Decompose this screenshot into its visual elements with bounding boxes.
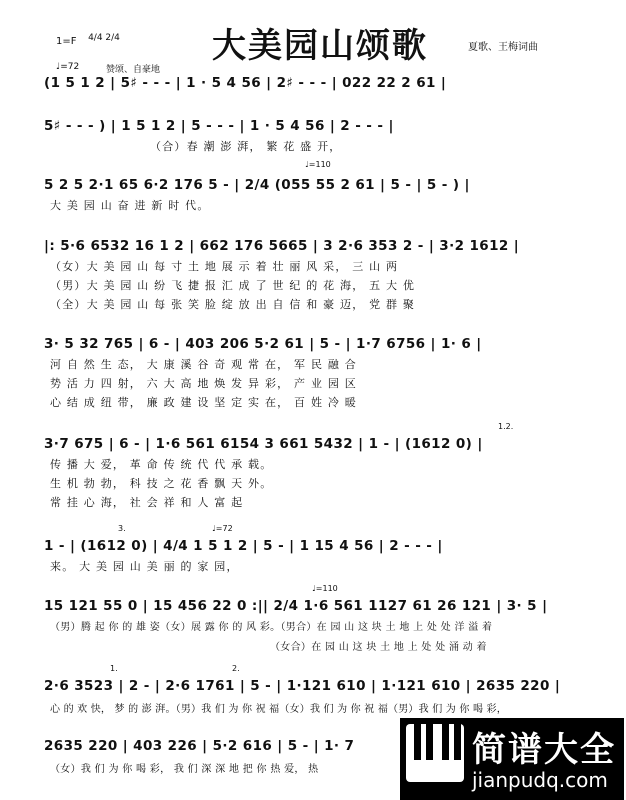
lyric-line-9: 传 播 大 爱， 革 命 传 统 代 代 承 载。: [50, 458, 273, 471]
lyric-line-7: 势 活 力 四 射， 六 大 高 地 焕 发 异 彩， 产 业 园 区: [50, 377, 357, 390]
score-line-7: 1 - | (1612 0) | 4/4 1 5 1 2 | 5 - | 1 15 4 56 | 2 - - - |: [44, 538, 443, 554]
lyric-line-1: （合）春 潮 澎 湃， 繁 花 盛 开，: [150, 140, 342, 153]
watermark-url: jianpudq.com: [472, 768, 608, 792]
lyric-line-10: 生 机 勃 勃， 科 技 之 花 香 飘 天 外。: [50, 477, 273, 490]
volta-2: 2.: [232, 664, 240, 673]
lyric-line-3: （女）大 美 园 山 每 寸 土 地 展 示 着 壮 丽 风 采， 三 山 两: [50, 260, 399, 273]
lyric-line-11: 常 挂 心 海， 社 会 祥 和 人 富 起: [50, 496, 244, 509]
lyric-line-8: 心 结 成 纽 带， 廉 政 建 设 坚 定 实 在， 百 姓 冷 暖: [50, 396, 357, 409]
score-line-2: 5♯ - - - ) | 1 5 1 2 | 5 - - - | 1 · 5 4 56 | 2 - - - |: [44, 118, 394, 134]
tempo-change-110: ♩=110: [305, 160, 331, 169]
lyric-line-4: （男）大 美 园 山 纷 飞 捷 报 汇 成 了 世 纪 的 花 海， 五 大 优: [50, 279, 416, 292]
performance-direction: 赞颂、自豪地: [106, 65, 161, 75]
tempo-change-110-b: ♩=110: [312, 584, 338, 593]
piano-icon: [406, 724, 464, 782]
watermark-name: 简谱大全: [472, 730, 616, 770]
song-title: 大美园山颂歌: [212, 26, 428, 66]
lyric-line-5: （全）大 美 园 山 每 张 笑 脸 绽 放 出 自 信 和 豪 迈， 党 群 聚: [50, 298, 416, 311]
score-line-6: 3·7 675 | 6 - | 1·6 561 6154 3 661 5432 | 1 - | (1612 0) |: [44, 436, 483, 452]
score-line-8: 15 121 55 0 | 15 456 22 0 :|| 2/4 1·6 561 1127 61 26 121 | 3· 5 |: [44, 598, 548, 614]
volta-1: 1.: [110, 664, 118, 673]
lyric-line-12: 来。 大 美 园 山 美 丽 的 家 园，: [50, 560, 239, 573]
lyric-line-6: 河 自 然 生 态， 大 康 溪 谷 奇 观 常 在， 军 民 融 合: [50, 358, 357, 371]
tempo-change-72: ♩=72: [212, 524, 233, 533]
key-signature: 1=F: [56, 36, 77, 47]
tempo-marking: ♩=72: [56, 62, 80, 72]
lyric-line-2: 大 美 园 山 奋 进 新 时 代。: [50, 199, 210, 212]
volta-3: 3.: [118, 524, 126, 533]
score-line-10: 2635 220 | 403 226 | 5·2 616 | 5 - | 1· 7: [44, 738, 355, 754]
time-signature: 4/4 2/4: [88, 33, 120, 43]
lyric-line-15: 心 的 欢 快， 梦 的 澎 湃。（男）我 们 为 你 祝 福（女）我 们 为 你 祝 福（男）我 们 为 你 喝 彩，: [50, 704, 507, 715]
score-line-3: 5 2 5 2·1 65 6·2 176 5 - | 2/4 (055 55 2 61 | 5 - | 5 - ) |: [44, 177, 470, 193]
authors-credit: 夏歌、王梅词曲: [468, 42, 538, 53]
watermark-logo: [400, 718, 624, 800]
score-line-1: (1 5 1 2 | 5♯ - - - | 1 · 5 4 56 | 2♯ - - - | 022 22 2 61 |: [44, 75, 447, 91]
lyric-line-13: （男）腾 起 你 的 雄 姿（女）展 露 你 的 风 彩。（男合）在 园 山 这 块 土 地 上 处 处 洋 溢 着: [50, 622, 493, 633]
lyric-line-16: （女）我 们 为 你 喝 彩， 我 们 深 深 地 把 你 热 爱， 热: [50, 764, 319, 775]
lyric-line-14: （女合）在 园 山 这 块 土 地 上 处 处 涌 动 着: [270, 642, 487, 653]
volta-1-2: 1.2.: [498, 422, 514, 431]
score-line-9: 2·6 3523 | 2 - | 2·6 1761 | 5 - | 1·121 610 | 1·121 610 | 2635 220 |: [44, 678, 561, 694]
score-line-4: |: 5·6 6532 16 1 2 | 662 176 5665 | 3 2·6 353 2 - | 3·2 1612 |: [44, 238, 520, 254]
score-line-5: 3· 5 32 765 | 6 - | 403 206 5·2 61 | 5 - | 1·7 6756 | 1· 6 |: [44, 336, 482, 352]
